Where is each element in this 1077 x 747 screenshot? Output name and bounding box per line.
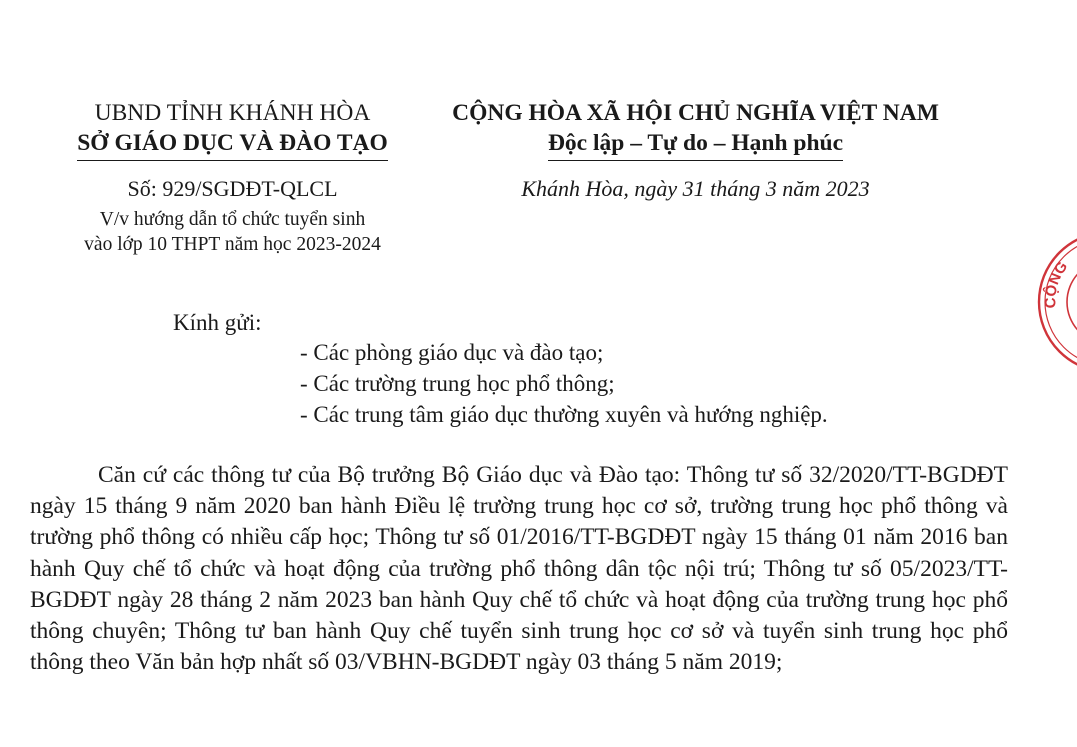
- recipient-item: - Các phòng giáo dục và đào tạo;: [300, 340, 604, 365]
- authority-name: UBND TỈNH KHÁNH HÒA: [94, 100, 371, 126]
- recipient-item: - Các trường trung học phổ thông;: [300, 371, 615, 396]
- place-and-date: Khánh Hòa, ngày 31 tháng 3 năm 2023: [521, 176, 870, 201]
- recipient-list: [300, 337, 828, 430]
- nation-name: CỘNG HÒA XÃ HỘI CHỦ NGHĨA VIỆT NAM: [452, 100, 939, 126]
- recipient-item: - Các trung tâm giáo dục thường xuyên và hướng nghiệp.: [300, 402, 828, 427]
- national-motto: Độc lập – Tự do – Hạnh phúc: [548, 128, 843, 161]
- issuing-agency-block: [40, 98, 425, 257]
- seal-graphic: [1033, 222, 1077, 382]
- national-header-block: [413, 98, 978, 203]
- document-subject-line-2: vào lớp 10 THPT năm học 2023-2024: [84, 234, 381, 255]
- greeting: Kính gửi:: [173, 310, 262, 335]
- official-seal-stamp: [1033, 222, 1077, 382]
- document-number: Số: 929/SGDĐT-QLCL: [127, 176, 338, 201]
- seal-text: CỘNG: [1042, 258, 1072, 309]
- motto-wrap: [413, 128, 978, 161]
- seal-center-ring: [1067, 260, 1077, 344]
- document-subject-line-1: V/v hướng dẫn tổ chức tuyển sinh: [99, 209, 366, 230]
- department-name-wrap: [40, 128, 425, 161]
- body-paragraph: Căn cứ các thông tư của Bộ trưởng Bộ Giáo dục và Đào tạo: Thông tư số 32/2020/TT-BGDĐT ngày 15 tháng 9 năm 2020 ban hành Điều lệ trường trung học cơ sở, trường trung học phổ thông và trường phổ thông có nhiều cấp học; Thông tư số 01/2016/TT-BGDĐT ngày 15 tháng 01 năm 2016 ban hành Quy chế tổ chức và hoạt động của trường phổ thông dân tộc nội trú; Thông tư số 05/2023/TT-BGDĐT ngày 28 tháng 2 năm 2023 ban hành Quy chế tổ chức và hoạt động của trường trung học phổ thông chuyên; Thông tư ban hành Quy chế tuyển sinh trung học cơ sở và tuyển sinh trung học phổ thông theo Văn bản hợp nhất số 03/VBHN-BGDĐT ngày 03 tháng 5 năm 2019;: [30, 462, 1008, 676]
- department-name: SỞ GIÁO DỤC VÀ ĐÀO TẠO: [77, 128, 388, 161]
